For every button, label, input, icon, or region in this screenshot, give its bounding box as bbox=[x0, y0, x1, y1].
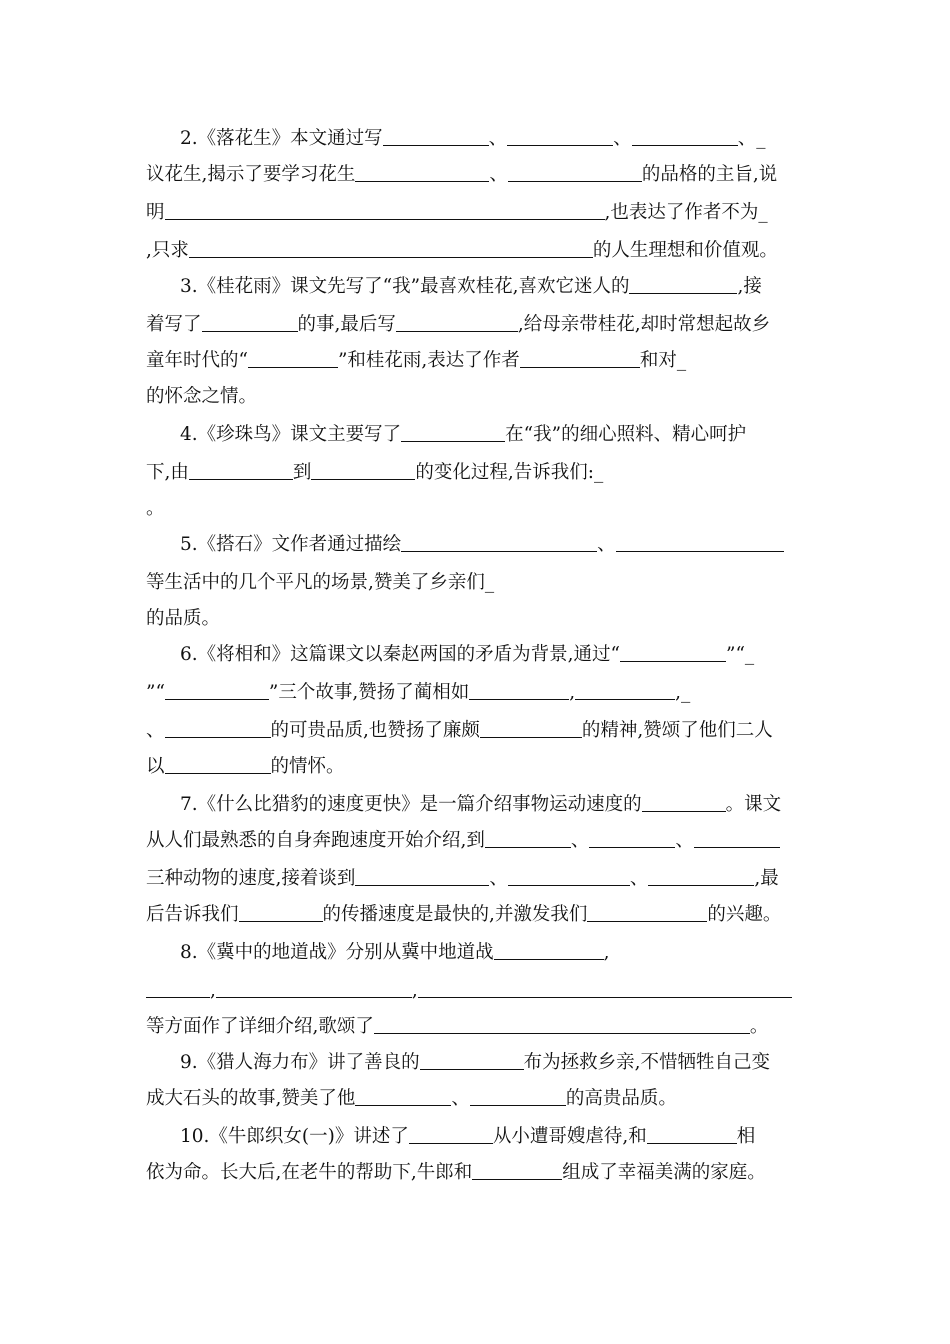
text: 的品质。 bbox=[146, 608, 221, 629]
text: 、 bbox=[488, 128, 508, 149]
text: 、 bbox=[146, 720, 165, 741]
answer-blank[interactable] bbox=[472, 1159, 562, 1180]
question-5-line-3 bbox=[146, 604, 806, 634]
answer-blank[interactable] bbox=[587, 901, 707, 922]
text: 3.《桂花雨》课文先写了“我”最喜欢桂花,喜欢它迷人的 bbox=[180, 276, 630, 297]
answer-blank[interactable] bbox=[355, 1085, 451, 1106]
text: ”和桂花雨,表达了作者 bbox=[337, 350, 520, 371]
answer-blank[interactable] bbox=[146, 977, 210, 998]
text: 、 bbox=[489, 868, 508, 889]
text: 的精神,赞颂了他们二人 bbox=[581, 720, 773, 741]
text: 8.《冀中的地道战》分别从冀中地道战 bbox=[180, 942, 494, 963]
text: ,_ bbox=[675, 682, 691, 703]
text: 的情怀。 bbox=[270, 756, 345, 777]
question-9-line-1 bbox=[180, 1048, 806, 1078]
answer-blank[interactable] bbox=[508, 865, 630, 886]
text: ”“ bbox=[146, 682, 165, 703]
question-2-line-3 bbox=[146, 198, 806, 228]
question-6-line-4 bbox=[146, 752, 806, 782]
answer-blank[interactable] bbox=[494, 939, 604, 960]
text: 的怀念之情。 bbox=[146, 386, 258, 407]
answer-blank[interactable] bbox=[383, 125, 489, 146]
text: ,只求 bbox=[146, 240, 189, 261]
question-5-line-2 bbox=[146, 568, 806, 598]
text: 下,由 bbox=[146, 462, 189, 483]
answer-blank[interactable] bbox=[642, 791, 726, 812]
text: ”“_ bbox=[726, 644, 755, 665]
answer-blank[interactable] bbox=[469, 679, 569, 700]
text: 、 bbox=[613, 128, 632, 149]
text: 依为命。长大后,在老牛的帮助下,牛郎和 bbox=[146, 1162, 473, 1183]
text: 、 bbox=[489, 164, 508, 185]
question-10-line-2 bbox=[146, 1158, 806, 1188]
question-2-line-2 bbox=[146, 160, 806, 190]
text: ,给母亲带桂花,却时常想起故乡 bbox=[517, 314, 771, 335]
answer-blank[interactable] bbox=[202, 311, 298, 332]
question-9-line-2 bbox=[146, 1084, 806, 1114]
answer-blank[interactable] bbox=[470, 1085, 566, 1106]
answer-blank[interactable] bbox=[520, 347, 640, 368]
answer-blank[interactable] bbox=[189, 459, 293, 480]
answer-blank[interactable] bbox=[575, 679, 675, 700]
text: 10.《牛郎织女(一)》讲述了 bbox=[180, 1126, 409, 1147]
answer-blank[interactable] bbox=[355, 161, 489, 182]
text: 6.《将相和》这篇课文以秦赵两国的矛盾为背景,通过“ bbox=[180, 644, 620, 665]
answer-blank[interactable] bbox=[480, 717, 582, 738]
answer-blank[interactable] bbox=[396, 311, 518, 332]
text: 2.《落花生》本文通过写 bbox=[180, 128, 383, 149]
answer-blank[interactable] bbox=[418, 977, 792, 998]
text: 、 bbox=[570, 830, 590, 851]
text: ,接 bbox=[737, 276, 762, 297]
text: 、 bbox=[629, 868, 649, 889]
text: 成大石头的故事,赞美了他 bbox=[146, 1088, 356, 1109]
answer-blank[interactable] bbox=[629, 273, 737, 294]
question-4-line-1 bbox=[180, 420, 806, 450]
text: 议花生,揭示了要学习花生 bbox=[146, 164, 356, 185]
answer-blank[interactable] bbox=[248, 347, 338, 368]
text: ,最 bbox=[754, 868, 779, 889]
text: , bbox=[411, 980, 418, 1001]
text: 的品格的主旨,说 bbox=[641, 164, 778, 185]
question-8-line-1 bbox=[180, 938, 806, 968]
text: 5.《搭石》文作者通过描绘 bbox=[180, 534, 402, 555]
text: 相 bbox=[736, 1126, 756, 1147]
text: 后告诉我们 bbox=[146, 904, 239, 925]
text: 等方面作了详细介绍,歌颂了 bbox=[146, 1016, 374, 1037]
text: 4.《珍珠鸟》课文主要写了 bbox=[180, 424, 402, 445]
answer-blank[interactable] bbox=[165, 753, 271, 774]
question-3-line-2 bbox=[146, 310, 806, 340]
question-6-line-3 bbox=[146, 716, 806, 746]
question-6-line-2 bbox=[146, 678, 806, 708]
text: 、 bbox=[675, 830, 694, 851]
answer-blank[interactable] bbox=[355, 865, 489, 886]
question-7-line-2 bbox=[146, 826, 806, 856]
text: 从人们最熟悉的自身奔跑速度开始介绍,到 bbox=[146, 830, 485, 851]
text: 三种动物的速度,接着谈到 bbox=[146, 868, 356, 889]
text: 的事,最后写 bbox=[297, 314, 396, 335]
question-5-line-1 bbox=[180, 530, 806, 560]
text: 。课文 bbox=[725, 794, 782, 815]
text: 的可贵品质,也赞扬了廉颇 bbox=[270, 720, 480, 741]
text: 、 bbox=[451, 1088, 470, 1109]
question-7-line-4 bbox=[146, 900, 806, 930]
text: 从小遭哥嫂虐待,和 bbox=[492, 1126, 647, 1147]
text: 9.《猎人海力布》讲了善良的 bbox=[180, 1052, 420, 1073]
answer-blank[interactable] bbox=[620, 641, 726, 662]
answer-blank[interactable] bbox=[632, 125, 738, 146]
text: 着写了 bbox=[146, 314, 202, 335]
text: 7.《什么比猎豹的速度更快》是一篇介绍事物运动速度的 bbox=[180, 794, 642, 815]
answer-blank[interactable] bbox=[616, 531, 784, 552]
text: 布为拯救乡亲,不惜牺牲自己变 bbox=[523, 1052, 771, 1073]
question-3-line-4 bbox=[146, 382, 806, 412]
text: , bbox=[210, 980, 216, 1001]
text: 、_ bbox=[737, 128, 766, 149]
question-8-line-2 bbox=[146, 976, 806, 1006]
text: 到 bbox=[292, 462, 312, 483]
answer-blank[interactable] bbox=[239, 901, 323, 922]
text: 的变化过程,告诉我们:_ bbox=[415, 462, 604, 483]
answer-blank[interactable] bbox=[507, 125, 613, 146]
question-10-line-1 bbox=[180, 1122, 806, 1152]
question-7-line-1 bbox=[180, 790, 806, 820]
text: , bbox=[603, 942, 610, 963]
text: 等生活中的几个平凡的场景,赞美了乡亲们_ bbox=[146, 572, 495, 593]
answer-blank[interactable] bbox=[165, 199, 605, 220]
text: 的人生理想和价值观。 bbox=[592, 240, 778, 261]
text: 的传播速度是最快的,并激发我们 bbox=[322, 904, 588, 925]
answer-blank[interactable] bbox=[189, 237, 593, 258]
answer-blank[interactable] bbox=[589, 827, 675, 848]
question-4-line-2 bbox=[146, 458, 806, 488]
text: 和对_ bbox=[639, 350, 687, 371]
answer-blank[interactable] bbox=[401, 421, 505, 442]
question-3-line-1 bbox=[180, 272, 806, 302]
answer-blank[interactable] bbox=[508, 161, 642, 182]
text: 。 bbox=[146, 498, 165, 519]
question-6-line-1 bbox=[180, 640, 806, 670]
answer-blank[interactable] bbox=[374, 1013, 750, 1034]
text: 的高贵品质。 bbox=[565, 1088, 677, 1109]
question-2-line-4 bbox=[146, 236, 806, 266]
text: ,也表达了作者不为_ bbox=[604, 202, 768, 223]
text: ”三个故事,赞扬了蔺相如 bbox=[268, 682, 470, 703]
answer-blank[interactable] bbox=[409, 1123, 493, 1144]
text: 童年时代的“ bbox=[146, 350, 248, 371]
text: 、 bbox=[597, 534, 616, 555]
question-3-line-3 bbox=[146, 346, 806, 376]
answer-blank[interactable] bbox=[648, 865, 754, 886]
text: 的兴趣。 bbox=[707, 904, 782, 925]
answer-blank[interactable] bbox=[647, 1123, 737, 1144]
answer-blank[interactable] bbox=[401, 531, 597, 552]
text: 以 bbox=[146, 756, 165, 777]
text: 组成了幸福美满的家庭。 bbox=[562, 1162, 766, 1183]
question-4-line-3 bbox=[146, 494, 806, 524]
question-8-line-3 bbox=[146, 1012, 806, 1042]
answer-blank[interactable] bbox=[165, 679, 269, 700]
answer-blank[interactable] bbox=[420, 1049, 524, 1070]
text: 。 bbox=[749, 1016, 769, 1037]
question-7-line-3 bbox=[146, 864, 806, 894]
answer-blank[interactable] bbox=[694, 827, 780, 848]
question-2-line-1 bbox=[180, 124, 806, 154]
answer-blank[interactable] bbox=[311, 459, 415, 480]
answer-blank[interactable] bbox=[216, 977, 412, 998]
text: , bbox=[569, 682, 576, 703]
answer-blank[interactable] bbox=[485, 827, 571, 848]
text: 明 bbox=[146, 202, 165, 223]
text: 在“我”的细心照料、精心呵护 bbox=[505, 424, 747, 445]
answer-blank[interactable] bbox=[165, 717, 271, 738]
